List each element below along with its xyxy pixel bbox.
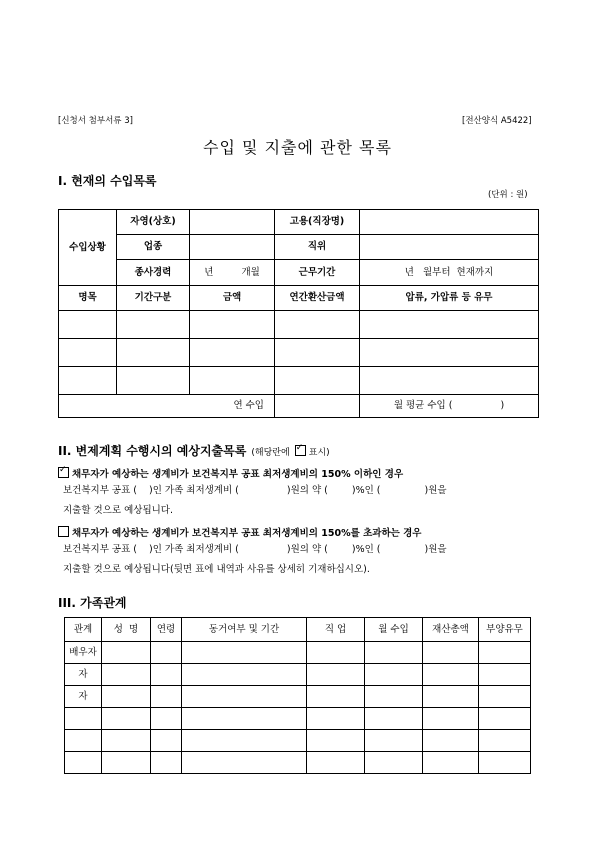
family-col-income: 월 수입 (365, 618, 423, 642)
option1-line2: 지출할 것으로 예상됩니다. (63, 505, 174, 516)
family-relation-cell[interactable] (65, 730, 102, 752)
option2-text-c: )원의 약 ( (286, 544, 328, 555)
family-cell[interactable] (182, 708, 307, 730)
income-cell[interactable] (190, 367, 275, 395)
col-seizure: 압류, 가압류 등 유무 (360, 286, 539, 311)
family-cell[interactable] (479, 730, 531, 752)
family-relation-cell: 배우자 (65, 642, 102, 664)
family-cell[interactable] (102, 708, 151, 730)
family-relation-cell[interactable] (65, 752, 102, 774)
option2-title-row (58, 521, 421, 540)
option2-text-d: )%인 ( (351, 544, 381, 555)
section2-heading: II. 변제계획 수행시의 예상지출목록 (58, 444, 247, 458)
career-label: 종사경력 (117, 260, 190, 286)
family-cell[interactable] (307, 730, 365, 752)
monthly-average-cell[interactable] (360, 395, 539, 418)
family-cell[interactable] (423, 730, 479, 752)
family-col-support: 부양유무 (479, 618, 531, 642)
col-period: 기간구분 (117, 286, 190, 311)
family-cell[interactable] (307, 664, 365, 686)
family-relation-cell: 자 (65, 686, 102, 708)
section1-heading: I. 현재의 수입목록 (58, 174, 157, 188)
monthly-average-label: 월 평균 수입 ( (393, 400, 453, 412)
option1-text-b: )인 가족 최저생계비 ( (149, 485, 239, 496)
option1-line1 (63, 482, 447, 496)
income-cell[interactable] (360, 339, 539, 367)
option2-text-b: )인 가족 최저생계비 ( (149, 544, 239, 555)
family-cell[interactable] (102, 730, 151, 752)
family-cell[interactable] (102, 752, 151, 774)
income-cell[interactable] (59, 311, 117, 339)
family-relation-cell: 자 (65, 664, 102, 686)
career-year-unit: 년 (204, 266, 214, 278)
family-cell[interactable] (307, 642, 365, 664)
income-cell[interactable] (360, 311, 539, 339)
option1-text-e: )원을 (424, 485, 447, 496)
section2-heading-row (58, 440, 330, 459)
annual-income-label: 연 수입 (59, 395, 275, 418)
employment-label: 고용(직장명) (275, 210, 360, 235)
option1-title-row (58, 462, 403, 481)
family-cell[interactable] (307, 686, 365, 708)
option1-text-d: )%인 ( (351, 485, 381, 496)
position-value[interactable] (360, 235, 539, 260)
family-cell[interactable] (102, 686, 151, 708)
monthly-average-close: ) (500, 400, 505, 412)
family-cell[interactable] (365, 686, 423, 708)
family-cell[interactable] (423, 752, 479, 774)
option2-line2: 지출할 것으로 예상됩니다(뒷면 표에 내역과 사유를 상세히 기재하십시오). (63, 564, 370, 575)
option2-text-a: 보건복지부 공표 ( (63, 544, 137, 555)
family-cell[interactable] (151, 752, 182, 774)
family-cell[interactable] (151, 708, 182, 730)
employment-value[interactable] (360, 210, 539, 235)
checkbox-checked-icon (295, 445, 306, 456)
family-relation-cell[interactable] (65, 708, 102, 730)
option1-text-a: 보건복지부 공표 ( (63, 485, 137, 496)
family-col-assets: 재산총액 (423, 618, 479, 642)
family-cell[interactable] (479, 686, 531, 708)
family-cell[interactable] (182, 642, 307, 664)
section2-note-suffix: 표시) (308, 448, 330, 458)
family-cell[interactable] (182, 730, 307, 752)
form-attachment-label: [신청서 첨부서류 3] (58, 116, 133, 126)
section2-note-prefix: (해당란에 (251, 448, 290, 458)
family-cell[interactable] (479, 708, 531, 730)
option2-title: 채무자가 예상하는 생계비가 보건복지부 공표 최저생계비의 150%를 초과하는 경우 (72, 528, 422, 539)
family-cell[interactable] (151, 642, 182, 664)
income-cell[interactable] (117, 339, 190, 367)
family-cell[interactable] (423, 664, 479, 686)
family-cell[interactable] (102, 642, 151, 664)
family-cell[interactable] (307, 708, 365, 730)
income-cell[interactable] (190, 339, 275, 367)
career-value[interactable] (190, 260, 275, 286)
family-cell[interactable] (479, 642, 531, 664)
col-annual: 연간환산금액 (275, 286, 360, 311)
self-employed-value[interactable] (190, 210, 275, 235)
family-cell[interactable] (151, 686, 182, 708)
option2-checkbox[interactable] (58, 526, 69, 537)
family-cell[interactable] (365, 708, 423, 730)
family-cell[interactable] (365, 730, 423, 752)
col-amount: 금액 (190, 286, 275, 311)
income-cell[interactable] (59, 339, 117, 367)
business-type-value[interactable] (190, 235, 275, 260)
option1-text-c: )원의 약 ( (286, 485, 328, 496)
option1-checkbox[interactable] (58, 467, 69, 478)
family-cell[interactable] (423, 642, 479, 664)
family-cell[interactable] (365, 642, 423, 664)
income-cell[interactable] (360, 367, 539, 395)
family-col-cohabitation: 동거여부 및 기간 (182, 618, 307, 642)
family-cell[interactable] (479, 664, 531, 686)
family-col-job: 직 업 (307, 618, 365, 642)
business-type-label: 업종 (117, 235, 190, 260)
col-item: 명목 (59, 286, 117, 311)
family-cell[interactable] (307, 752, 365, 774)
family-cell[interactable] (365, 664, 423, 686)
family-cell[interactable] (151, 664, 182, 686)
family-col-relation: 관계 (65, 618, 102, 642)
unit-label: (단위 : 원) (488, 190, 528, 200)
option2-line1 (63, 541, 447, 555)
career-month-unit: 개월 (241, 266, 260, 278)
income-cell[interactable] (275, 367, 360, 395)
family-cell[interactable] (182, 686, 307, 708)
income-cell[interactable] (190, 311, 275, 339)
family-cell[interactable] (151, 730, 182, 752)
family-cell[interactable] (182, 664, 307, 686)
self-employed-label: 자영(상호) (117, 210, 190, 235)
family-cell[interactable] (423, 686, 479, 708)
family-col-age: 연령 (151, 618, 182, 642)
family-cell[interactable] (423, 708, 479, 730)
position-label: 직위 (275, 235, 360, 260)
form-code-label: [전산양식 A5422] (462, 116, 532, 126)
family-table (64, 617, 531, 774)
work-period-value[interactable]: 년 월부터 현재까지 (360, 260, 539, 286)
option1-title: 채무자가 예상하는 생계비가 보건복지부 공표 최저생계비의 150% 이하인 경우 (72, 469, 404, 480)
income-cell[interactable] (275, 311, 360, 339)
income-cell[interactable] (117, 311, 190, 339)
family-cell[interactable] (479, 752, 531, 774)
annual-income-value[interactable] (275, 395, 360, 418)
income-status-head: 수입상황 (59, 210, 117, 286)
page-title: 수입 및 지출에 관한 목록 (203, 138, 392, 157)
work-period-label: 근무기간 (275, 260, 360, 286)
section3-heading: III. 가족관계 (58, 596, 127, 610)
family-col-name: 성 명 (102, 618, 151, 642)
option2-text-e: )원을 (424, 544, 447, 555)
income-table (58, 209, 539, 418)
family-cell[interactable] (102, 664, 151, 686)
family-cell[interactable] (182, 752, 307, 774)
family-cell[interactable] (365, 752, 423, 774)
income-cell[interactable] (117, 367, 190, 395)
income-cell[interactable] (59, 367, 117, 395)
income-cell[interactable] (275, 339, 360, 367)
